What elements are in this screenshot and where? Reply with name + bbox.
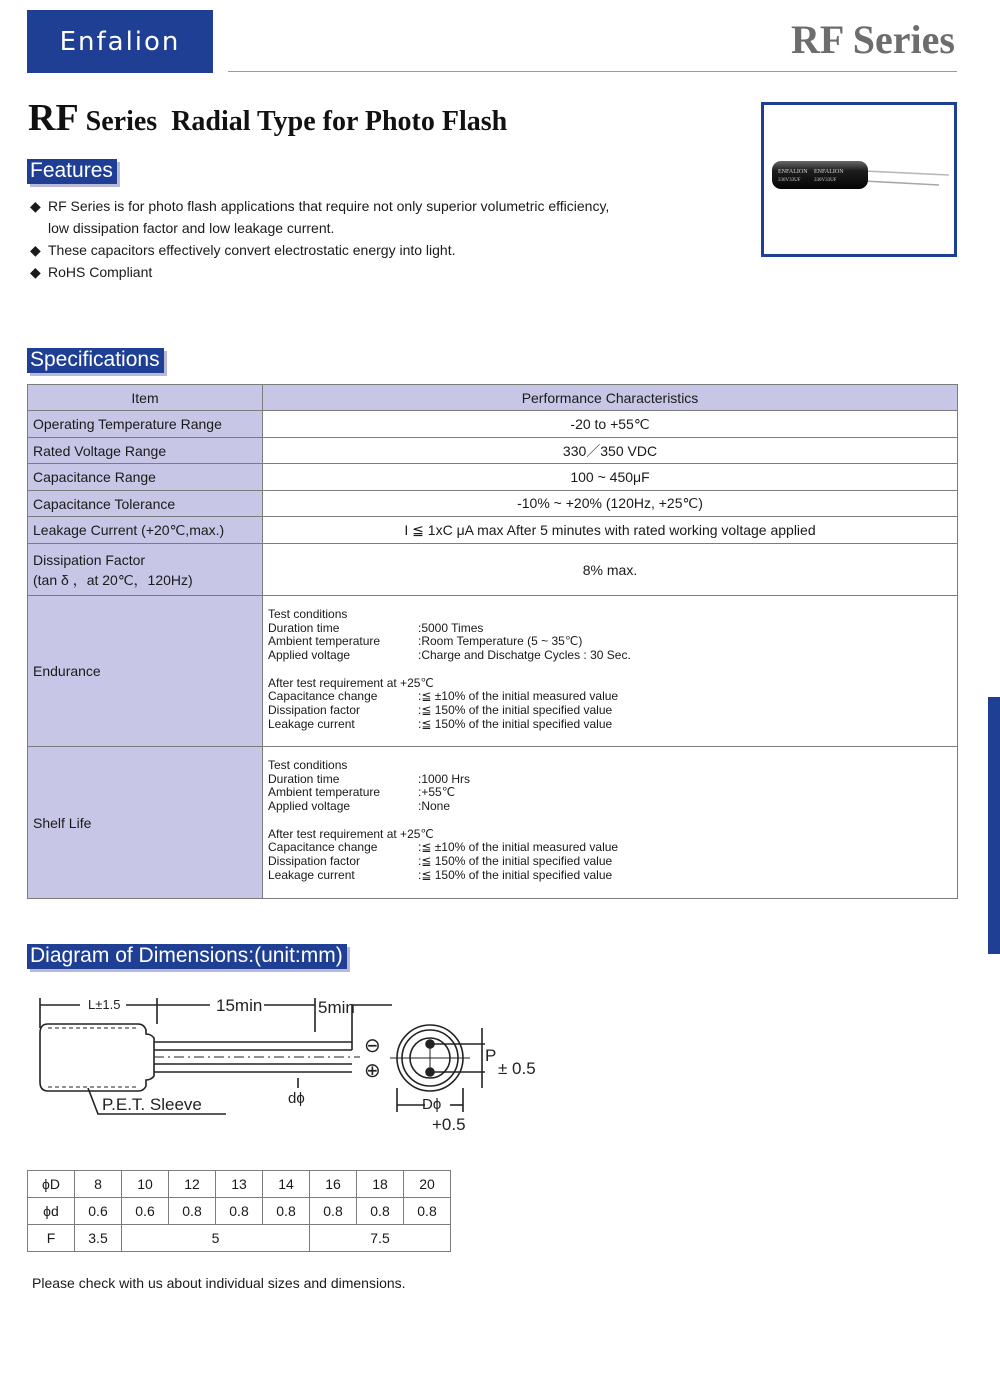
spec-row-shelf-life: Shelf Life Test conditions Duration time :1000 Hrs Ambient temperature :+55℃ Applied voltage :None After test requirement at +25℃ Capacitance change :≦ ±10% of the initial measured value Dissipation factor :≦ 150% of the initial specified value Leakage current :≦ 150% of the initial specified value — [28, 747, 958, 899]
features-list — [30, 195, 670, 283]
svg-text:5min: 5min — [318, 998, 355, 1017]
spec-row: Rated Voltage Range 330／350 VDC — [28, 438, 958, 464]
svg-text:15min: 15min — [216, 996, 263, 1015]
spec-row: Capacitance Range 100 ~ 450μF — [28, 464, 958, 491]
series-title: RF Series — [790, 17, 955, 62]
page-title-text: Series Radial Type for Photo Flash — [78, 106, 508, 137]
dims-row-d: ϕd 0.6 0.6 0.8 0.8 0.8 0.8 0.8 0.8 — [28, 1198, 451, 1225]
page-title-code: RF — [28, 97, 79, 139]
diagram-heading: Diagram of Dimensions:(unit:mm) — [27, 944, 347, 969]
features-heading: Features — [27, 159, 117, 184]
svg-text:ENFALION: ENFALION — [778, 169, 808, 175]
dims-row-F: F 3.5 5 7.5 — [28, 1225, 451, 1252]
dimension-diagram — [30, 988, 560, 1138]
svg-text:⊕: ⊕ — [364, 1060, 381, 1082]
spec-row: Leakage Current (+20℃,max.) I ≦ 1xC μA max After 5 minutes with rated working voltage applied — [28, 517, 958, 544]
svg-text:P: P — [485, 1046, 497, 1065]
svg-text:± 0.5: ± 0.5 — [498, 1059, 536, 1078]
svg-text:⊖: ⊖ — [364, 1035, 381, 1057]
svg-text:330V33UF: 330V33UF — [814, 178, 837, 183]
spec-row-endurance: Endurance Test conditions Duration time :5000 Times Ambient temperature :Room Temperature (5 ~ 35℃) Applied voltage :Charge and Dischatge Cycles : 30 Sec. After test requirement at +25℃ Capacitance change :≦ ±10% of the initial measured value Dissipation factor :≦ 150% of the initial specified value Leakage current :≦ 150% of the initial specified value — [28, 596, 958, 747]
svg-text:+0.5: +0.5 — [432, 1115, 466, 1134]
spec-col-performance: Performance Characteristics — [263, 385, 958, 411]
diamond-bullet-icon: ◆ — [30, 242, 41, 258]
svg-text:330V33UF: 330V33UF — [778, 178, 801, 183]
page-title — [28, 96, 507, 140]
product-photo — [761, 102, 957, 257]
footer-note: Please check with us about individual sizes and dimensions. — [32, 1275, 406, 1291]
feature-item: ◆ RF Series is for photo flash applications that require not only superior volumetric efficiency, low dissipation factor and low leakage current. — [30, 195, 670, 239]
header-divider — [228, 71, 957, 72]
spec-col-item: Item — [28, 385, 263, 411]
diamond-bullet-icon: ◆ — [30, 198, 41, 214]
svg-text:Dϕ: Dϕ — [422, 1096, 442, 1113]
svg-text:ENFALION: ENFALION — [814, 169, 844, 175]
specifications-table — [27, 384, 958, 899]
brand-logo: Enfalion — [27, 10, 213, 73]
feature-item: ◆ RoHS Compliant — [30, 261, 670, 283]
side-accent-bar — [988, 697, 1000, 954]
svg-text:dϕ: dϕ — [288, 1090, 305, 1107]
spec-row: Capacitance Tolerance -10% ~ +20% (120Hz, +25℃) — [28, 491, 958, 517]
feature-item: ◆ These capacitors effectively convert electrostatic energy into light. — [30, 239, 670, 261]
diamond-bullet-icon: ◆ — [30, 264, 41, 280]
capacitor-image — [764, 105, 954, 254]
svg-text:L±1.5: L±1.5 — [88, 997, 121, 1012]
spec-header-row — [28, 385, 958, 411]
spec-row: Dissipation Factor (tan δ ，at 20℃，120Hz) 8% max. — [28, 544, 958, 596]
dimensions-table — [27, 1170, 451, 1252]
dims-row-D: ϕD 8 10 12 13 14 16 18 20 — [28, 1171, 451, 1198]
spec-row: Operating Temperature Range -20 to +55℃ — [28, 411, 958, 438]
specifications-heading: Specifications — [27, 348, 164, 373]
svg-text:P.E.T. Sleeve: P.E.T. Sleeve — [102, 1095, 202, 1114]
